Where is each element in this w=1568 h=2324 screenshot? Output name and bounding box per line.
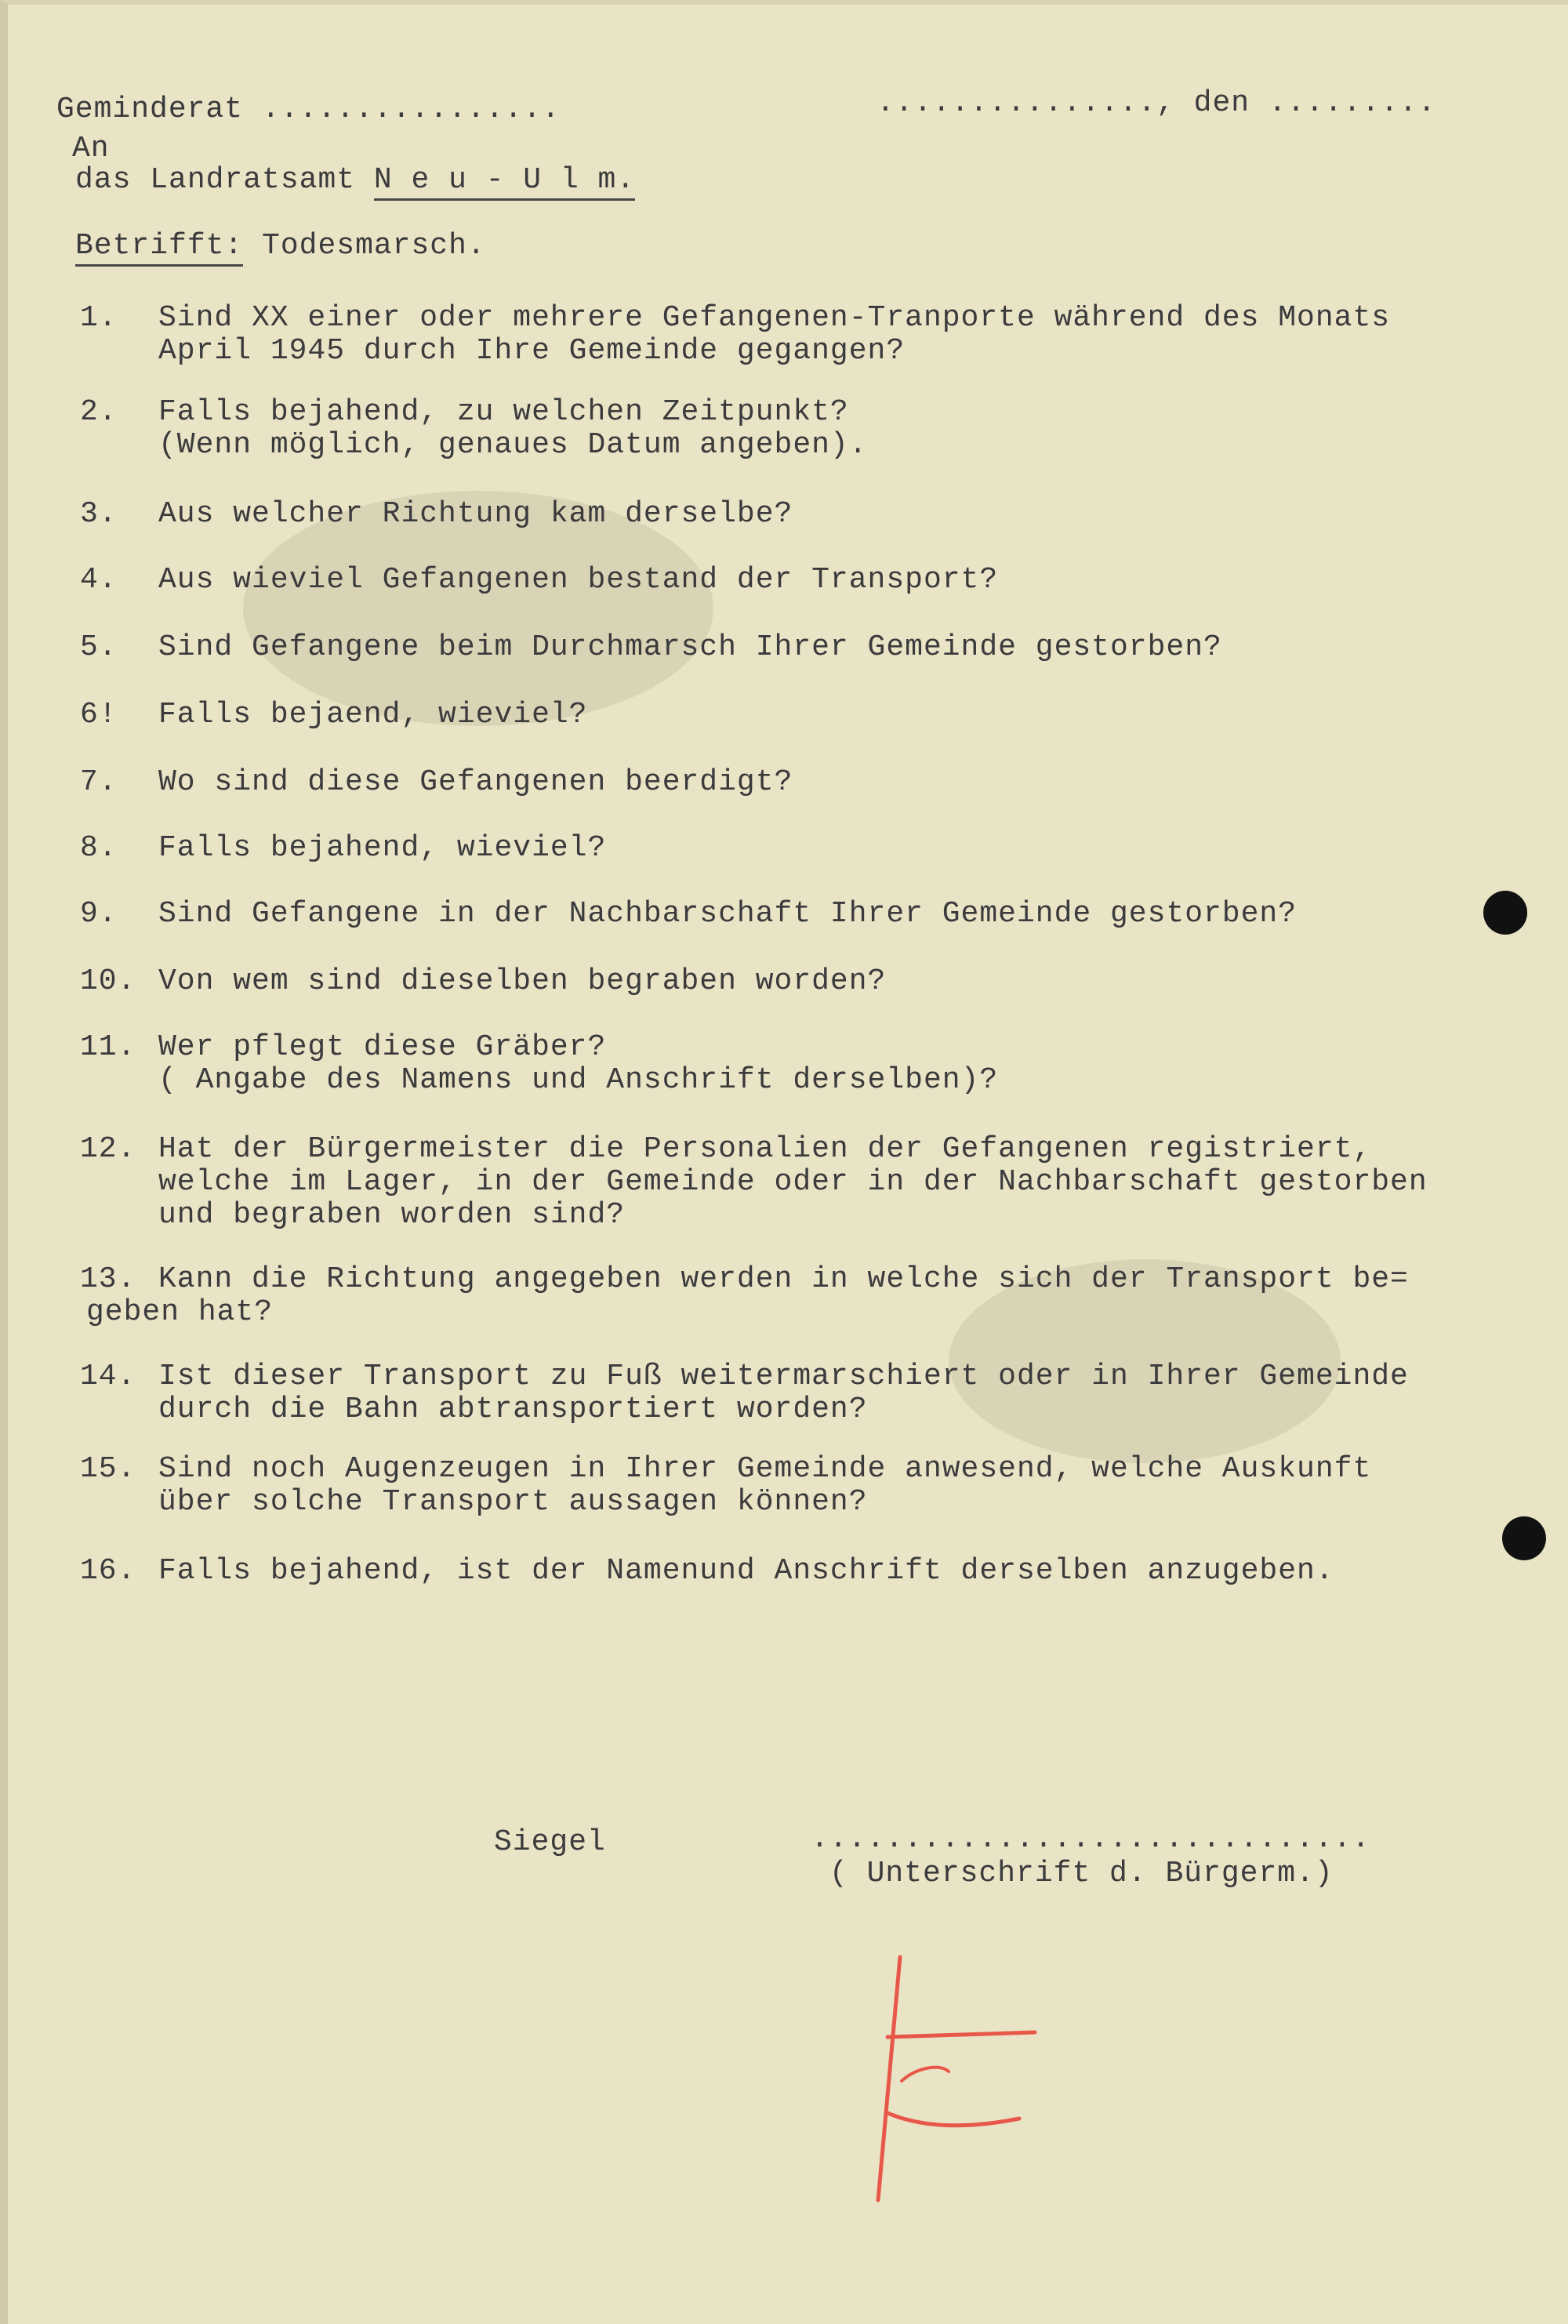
punch-hole-upper xyxy=(1483,891,1527,935)
red-letter-f-mark xyxy=(855,1934,1058,2216)
question-number: 8. xyxy=(80,831,118,865)
question-text: Sind Gefangene beim Durchmarsch Ihrer Gemeinde gestorben? xyxy=(158,630,1222,664)
question-text: Wo sind diese Gefangenen beerdigt? xyxy=(158,765,793,799)
recipient-place: N e u - U l m. xyxy=(374,163,635,201)
question-text: Wer pflegt diese Gräber? xyxy=(158,1030,607,1064)
question-15-line-2: über solche Transport aussagen können? xyxy=(158,1485,868,1519)
question-number: 7. xyxy=(80,765,118,799)
question-1-line-2: April 1945 durch Ihre Gemeinde gegangen? xyxy=(158,334,906,368)
question-12-line-1 xyxy=(80,1132,1371,1167)
recipient-prefix: An xyxy=(72,132,110,165)
question-text: Von wem sind dieselben begraben worden? xyxy=(158,964,887,998)
question-text: Sind Gefangene in der Nachbarschaft Ihrer Gemeinde gestorben? xyxy=(158,897,1298,931)
question-text: Sind XX einer oder mehrere Gefangenen-Tranporte während des Monats xyxy=(158,301,1391,335)
question-text: Falls bejahend, ist der Namenund Anschrift derselben anzugeben. xyxy=(158,1554,1334,1588)
question-text: Falls bejaend, wieviel? xyxy=(158,698,588,732)
question-text: Aus welcher Richtung kam derselbe? xyxy=(158,497,793,531)
question-number: 13. xyxy=(80,1262,136,1296)
question-14-line-2: durch die Bahn abtransportiert worden? xyxy=(158,1393,868,1426)
question-2-line-2: (Wenn möglich, genaues Datum angeben). xyxy=(158,428,868,462)
question-number: 15. xyxy=(80,1452,136,1486)
question-4-line-1 xyxy=(80,563,998,597)
question-text: Sind noch Augenzeugen in Ihrer Gemeinde anwesend, welche Auskunft xyxy=(158,1452,1372,1486)
question-number: 5. xyxy=(80,630,118,664)
question-16-line-1 xyxy=(80,1554,1334,1589)
question-13-line-2: geben hat? xyxy=(86,1295,274,1329)
question-15-line-1 xyxy=(80,1452,1371,1487)
punch-hole-lower xyxy=(1502,1516,1546,1560)
question-6-line-1 xyxy=(80,698,588,732)
seal-label: Siegel xyxy=(494,1825,606,1859)
question-text: Ist dieser Transport zu Fuß weitermarschiert oder in Ihrer Gemeinde xyxy=(158,1360,1409,1393)
recipient-line xyxy=(75,163,635,198)
question-3-line-1 xyxy=(80,497,793,532)
question-5-line-1 xyxy=(80,630,1222,665)
place-date-line: ..............., den ......... xyxy=(877,86,1437,120)
question-text: Falls bejahend, wieviel? xyxy=(158,831,607,865)
question-number: 11. xyxy=(80,1030,136,1064)
question-12-line-2: welche im Lager, in der Gemeinde oder in der Nachbarschaft gestorben xyxy=(158,1165,1428,1199)
question-11-line-2: ( Angabe des Namens und Anschrift derselben)? xyxy=(158,1063,999,1097)
question-8-line-1 xyxy=(80,831,606,866)
question-9-line-1 xyxy=(80,897,1297,931)
signature-line: .............................. xyxy=(811,1822,1371,1856)
question-text: Kann die Richtung angegeben werden in welche sich der Transport be= xyxy=(158,1262,1409,1296)
question-13-line-1 xyxy=(80,1262,1409,1297)
question-number: 14. xyxy=(80,1360,136,1393)
question-12-line-3: und begraben worden sind? xyxy=(158,1198,626,1232)
question-11-line-1 xyxy=(80,1030,606,1065)
question-number: 1. xyxy=(80,301,118,335)
question-number: 4. xyxy=(80,563,118,597)
question-number: 2. xyxy=(80,395,118,429)
question-number: 3. xyxy=(80,497,118,531)
question-number: 12. xyxy=(80,1132,136,1166)
question-number: 16. xyxy=(80,1554,136,1588)
question-7-line-1 xyxy=(80,765,793,800)
question-text: Hat der Bürgermeister die Personalien der Gefangenen registriert, xyxy=(158,1132,1372,1166)
question-1-line-1 xyxy=(80,301,1390,336)
question-2-line-1 xyxy=(80,395,849,430)
subject-line xyxy=(75,229,486,263)
question-14-line-1 xyxy=(80,1360,1409,1394)
question-number: 10. xyxy=(80,964,136,998)
signature-caption: ( Unterschrift d. Bürgerm.) xyxy=(829,1857,1334,1890)
subject-text: Todesmarsch. xyxy=(262,229,486,263)
sender-line: Geminderat ................ xyxy=(56,93,561,126)
question-10-line-1 xyxy=(80,964,886,999)
question-text: Falls bejahend, zu welchen Zeitpunkt? xyxy=(158,395,849,429)
question-number: 6! xyxy=(80,698,118,732)
subject-label: Betrifft: xyxy=(75,229,243,267)
question-text: Aus wieviel Gefangenen bestand der Transport? xyxy=(158,563,999,597)
question-number: 9. xyxy=(80,897,118,931)
recipient-name: das Landratsamt xyxy=(75,163,356,197)
